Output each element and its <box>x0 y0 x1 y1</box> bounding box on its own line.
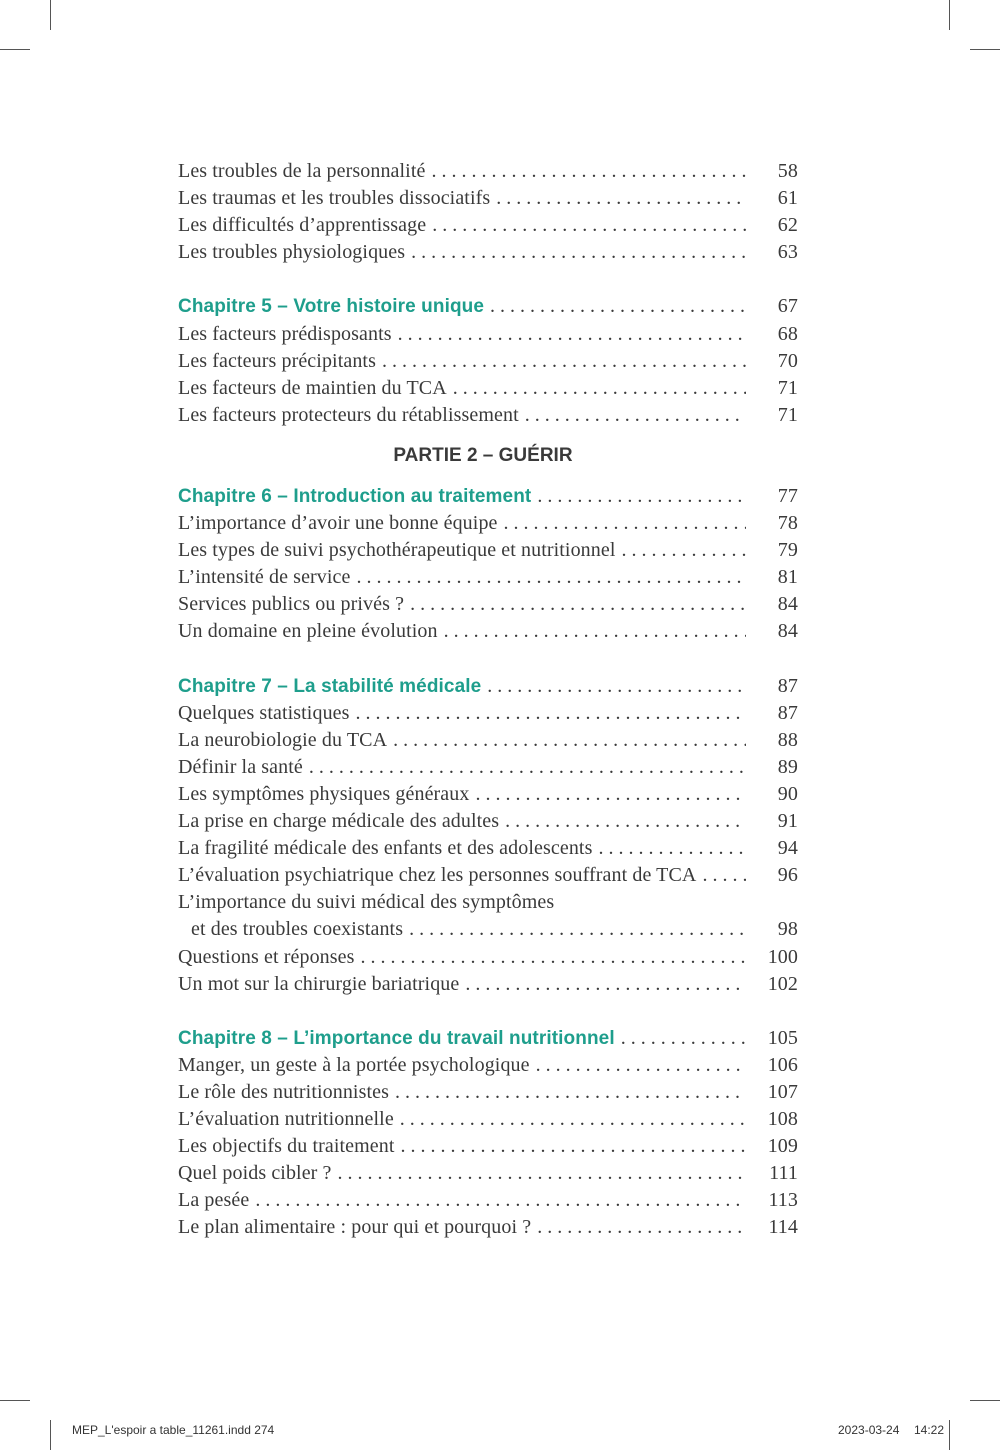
toc-entry[interactable] <box>178 700 798 727</box>
dot-leader <box>395 1079 746 1106</box>
chapter-title: Chapitre 8 – L’importance du travail nutritionnel <box>178 1027 615 1049</box>
entry-title: Les objectifs du traitement <box>178 1135 395 1158</box>
chapter-title: Chapitre 5 – Votre histoire unique <box>178 296 485 318</box>
dot-leader <box>505 808 746 835</box>
page-number: 111 <box>769 1162 798 1185</box>
dot-leader <box>537 1214 746 1241</box>
chapter-title: Chapitre 7 – La stabilité médicale <box>178 675 482 697</box>
entry-title: Services publics ou privés ? <box>178 593 405 616</box>
toc-list <box>178 510 798 645</box>
entry-title: Les symptômes physiques généraux <box>178 782 470 805</box>
toc-entry[interactable] <box>178 1187 798 1214</box>
dot-leader <box>453 375 746 402</box>
entry-title: L’importance du suivi médical des symptômes <box>178 891 555 914</box>
dot-leader <box>338 1160 746 1187</box>
page-number: 58 <box>777 160 798 182</box>
chapter-heading[interactable] <box>178 483 798 510</box>
chapter-heading[interactable] <box>178 293 798 320</box>
toc-entry[interactable] <box>178 510 798 537</box>
page-number: 96 <box>777 864 798 887</box>
entry-title: Les facteurs prédisposants <box>178 322 392 345</box>
page-number: 78 <box>777 512 798 535</box>
print-slug-time: 14:22 <box>914 1423 945 1437</box>
entry-title: La pesée <box>178 1189 250 1212</box>
entry-title: Quel poids cibler ? <box>178 1162 332 1185</box>
page-number: 71 <box>777 403 798 426</box>
crop-mark <box>970 49 1000 50</box>
table-of-contents <box>178 158 798 1242</box>
page-number: 84 <box>777 620 798 643</box>
page-number: 87 <box>777 701 798 724</box>
toc-list <box>178 944 798 998</box>
toc-entry[interactable] <box>178 1079 798 1106</box>
dot-leader <box>309 754 746 781</box>
page-number: 91 <box>777 810 798 833</box>
entry-title: Les troubles physiologiques <box>178 241 406 264</box>
crop-mark <box>949 1420 950 1450</box>
toc-entry[interactable] <box>178 591 798 618</box>
toc-entry[interactable] <box>178 537 798 564</box>
entry-title: Les traumas et les troubles dissociatifs <box>178 187 491 210</box>
crop-mark <box>949 0 950 30</box>
entry-title: Le plan alimentaire : pour qui et pourquoi ? <box>178 1216 532 1239</box>
entry-title: Un domaine en pleine évolution <box>178 620 438 643</box>
toc-entry[interactable] <box>178 212 798 239</box>
crop-mark <box>50 1420 51 1450</box>
page-number: 71 <box>777 376 798 399</box>
crop-mark <box>0 49 30 50</box>
page-number: 106 <box>767 1053 798 1076</box>
dot-leader <box>490 293 746 320</box>
page-number: 100 <box>767 945 798 968</box>
toc-entry[interactable] <box>178 1160 798 1187</box>
dot-leader <box>398 321 746 348</box>
entry-title: La neurobiologie du TCA <box>178 728 388 751</box>
chapter-heading[interactable] <box>178 1025 798 1052</box>
toc-entry[interactable] <box>178 889 798 916</box>
dot-leader <box>525 402 746 429</box>
page-number: 94 <box>777 837 798 860</box>
toc-entry[interactable] <box>178 239 798 266</box>
toc-entry[interactable] <box>178 348 798 375</box>
print-slug-date: 2023-03-24 <box>838 1423 900 1437</box>
entry-title: Les facteurs de maintien du TCA <box>178 376 447 399</box>
toc-entry[interactable] <box>178 916 798 943</box>
toc-entry[interactable] <box>178 375 798 402</box>
page-number: 109 <box>767 1135 798 1158</box>
toc-entry[interactable] <box>178 1133 798 1160</box>
entry-title: Les troubles de la personnalité <box>178 160 426 182</box>
toc-entry[interactable] <box>178 754 798 781</box>
dot-leader <box>411 239 746 266</box>
dot-leader <box>382 348 746 375</box>
crop-mark <box>50 0 51 30</box>
toc-entry[interactable] <box>178 1052 798 1079</box>
toc-entry[interactable] <box>178 727 798 754</box>
page-number: 102 <box>767 972 798 995</box>
page-number: 114 <box>768 1216 798 1239</box>
dot-leader <box>356 700 746 727</box>
entry-title: L’importance d’avoir une bonne équipe <box>178 512 498 535</box>
page-number: 87 <box>777 674 798 697</box>
dot-leader <box>487 673 746 700</box>
toc-list <box>178 321 798 429</box>
dot-leader <box>536 1052 746 1079</box>
toc-entry[interactable] <box>178 158 798 185</box>
dot-leader <box>621 1025 746 1052</box>
page-number: 63 <box>777 241 798 264</box>
page-number: 79 <box>777 539 798 562</box>
dot-leader <box>465 971 746 998</box>
toc-entry[interactable] <box>178 971 798 998</box>
page-number: 89 <box>777 755 798 778</box>
page-number: 107 <box>767 1081 798 1103</box>
dot-leader <box>702 862 746 889</box>
page-number: 98 <box>777 918 798 941</box>
dot-leader <box>444 618 746 645</box>
entry-title: Quelques statistiques <box>178 701 350 724</box>
toc-list <box>178 700 798 890</box>
entry-title: Un mot sur la chirurgie bariatrique <box>178 972 460 995</box>
entry-title: La fragilité médicale des enfants et des adolescents <box>178 837 593 860</box>
dot-leader <box>622 537 746 564</box>
entry-title: et des troubles coexistants <box>191 918 404 941</box>
dot-leader <box>357 564 746 591</box>
toc-entry[interactable] <box>178 618 798 645</box>
dot-leader <box>400 1106 746 1133</box>
toc-entry[interactable] <box>178 564 798 591</box>
page-number: 113 <box>768 1189 798 1212</box>
entry-title: Les facteurs protecteurs du rétablissement <box>178 403 519 426</box>
toc-entry[interactable] <box>178 781 798 808</box>
dot-leader <box>361 944 746 971</box>
page-number: 105 <box>767 1026 798 1049</box>
toc-entry[interactable] <box>178 185 798 212</box>
dot-leader <box>537 483 746 510</box>
dot-leader <box>410 591 746 618</box>
entry-title: L’évaluation nutritionnelle <box>178 1108 394 1131</box>
entry-title: Les difficultés d’apprentissage <box>178 214 427 237</box>
page-number: 70 <box>777 349 798 372</box>
entry-title: Les facteurs précipitants <box>178 349 376 372</box>
crop-mark <box>0 1400 30 1401</box>
dot-leader <box>431 158 746 185</box>
toc-entry[interactable] <box>178 1214 798 1241</box>
toc-entry[interactable] <box>178 862 798 889</box>
entry-title: Manger, un geste à la portée psychologique <box>178 1053 530 1076</box>
toc-entry[interactable] <box>178 944 798 971</box>
entry-title: Le rôle des nutritionnistes <box>178 1081 389 1103</box>
dot-leader <box>504 510 746 537</box>
dot-leader <box>598 835 746 862</box>
entry-title: Définir la santé <box>178 755 303 778</box>
crop-mark <box>970 1400 1000 1401</box>
dot-leader <box>393 727 746 754</box>
page-number: 88 <box>777 728 798 751</box>
toc-list <box>178 158 798 266</box>
toc-entry[interactable] <box>178 321 798 348</box>
dot-leader <box>409 916 746 943</box>
page-number: 81 <box>777 566 798 589</box>
dot-leader <box>432 212 746 239</box>
page-number: 108 <box>767 1108 798 1131</box>
toc-entry[interactable] <box>178 402 798 429</box>
dot-leader <box>401 1133 746 1160</box>
entry-title: La prise en charge médicale des adultes <box>178 810 500 833</box>
dot-leader <box>255 1187 746 1214</box>
toc-list <box>178 1052 798 1242</box>
part-heading: PARTIE 2 – GUÉRIR <box>393 444 573 466</box>
dot-leader <box>475 781 746 808</box>
dot-leader <box>496 185 746 212</box>
toc-entry[interactable] <box>178 835 798 862</box>
entry-title: Questions et réponses <box>178 945 355 968</box>
page-number: 68 <box>777 322 798 345</box>
entry-title: L’évaluation psychiatrique chez les personnes souffrant de TCA <box>178 864 697 887</box>
page-number: 77 <box>777 484 798 507</box>
entry-title: L’intensité de service <box>178 566 351 589</box>
page-number: 90 <box>777 782 798 805</box>
toc-entry[interactable] <box>178 808 798 835</box>
chapter-title: Chapitre 6 – Introduction au traitement <box>178 485 532 507</box>
entry-title: Les types de suivi psychothérapeutique et nutritionnel <box>178 539 616 562</box>
page-number: 62 <box>777 214 798 237</box>
page-number: 67 <box>777 295 798 318</box>
print-slug-filename: MEP_L'espoir a table_11261.indd 274 <box>72 1423 275 1437</box>
page-number: 84 <box>777 593 798 616</box>
toc-entry[interactable] <box>178 1106 798 1133</box>
chapter-heading[interactable] <box>178 673 798 700</box>
page-number: 61 <box>777 187 798 210</box>
